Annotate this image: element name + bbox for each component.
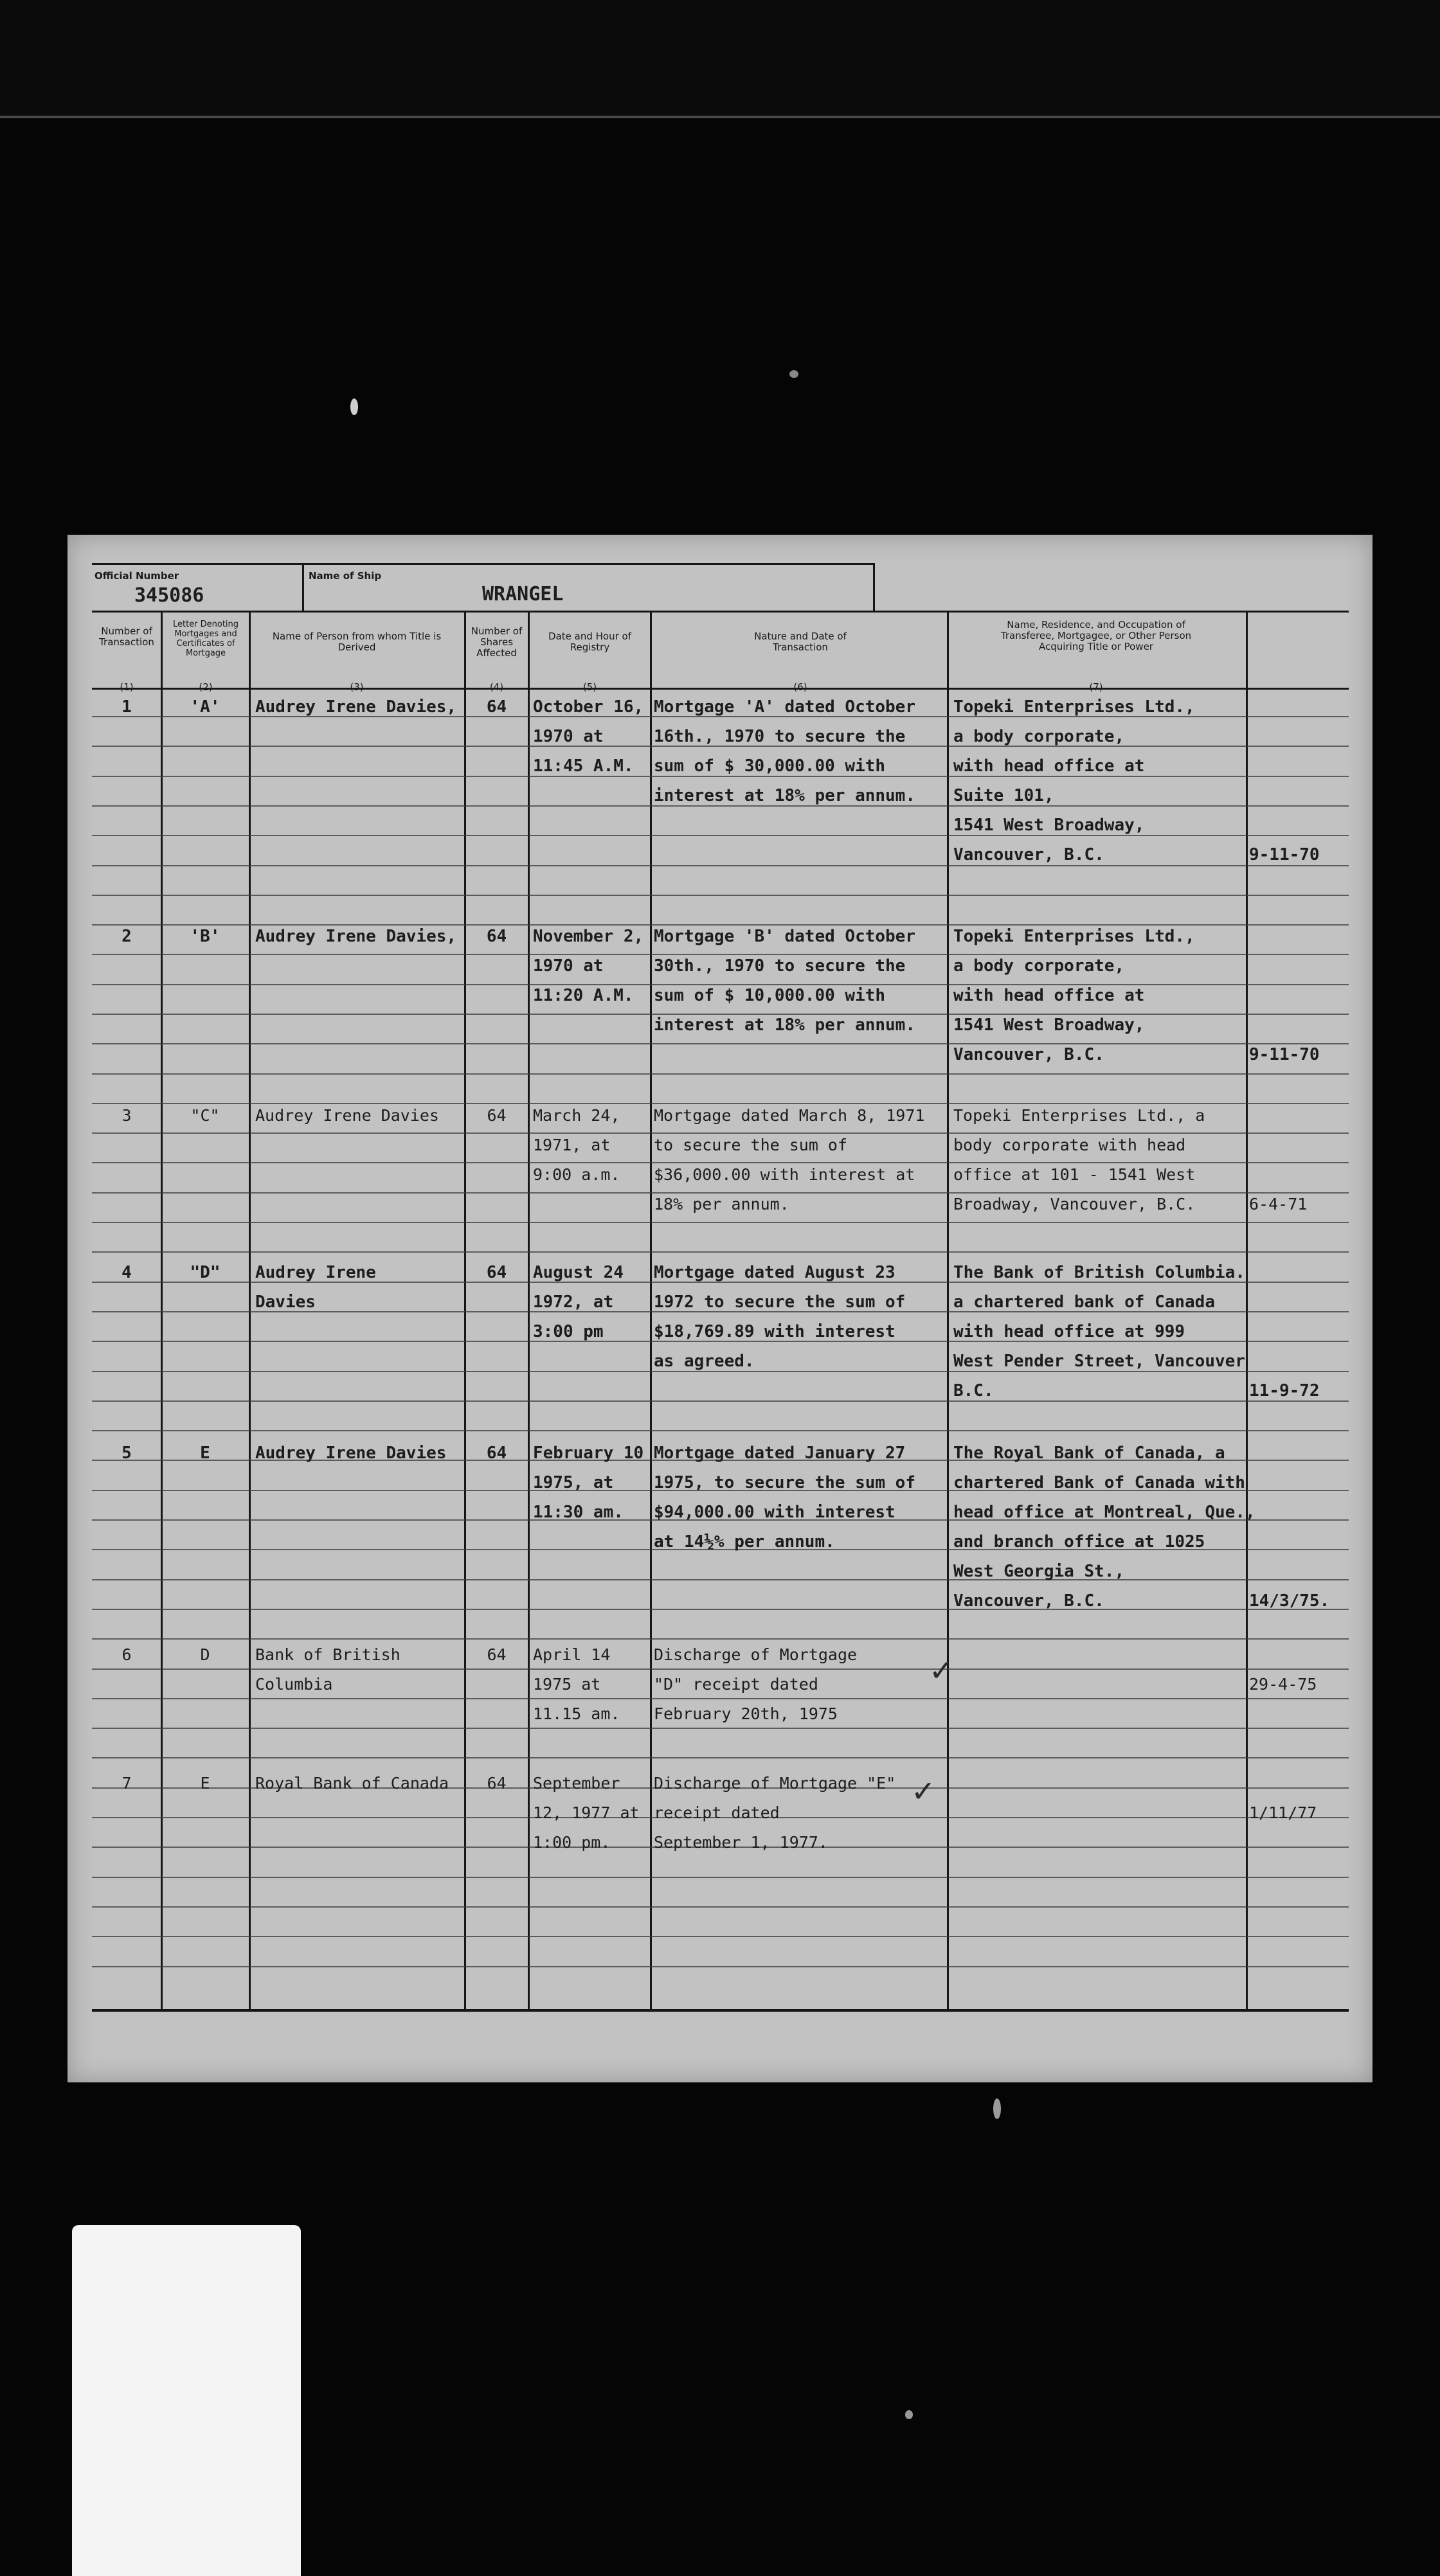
- registration-note: 9-11-70: [1249, 845, 1320, 864]
- acquiring-party: Vancouver, B.C.: [953, 1591, 1104, 1611]
- registry-date: April 14: [533, 1645, 611, 1664]
- acquiring-party: Vancouver, B.C.: [953, 1045, 1104, 1064]
- registry-date: October 16,: [533, 697, 644, 717]
- film-speck: [350, 398, 358, 415]
- mortgage-letter: "D": [190, 1263, 221, 1282]
- acquiring-party: Topeki Enterprises Ltd.,: [953, 927, 1195, 946]
- ruling-line: [92, 1400, 1349, 1402]
- registry-date: 3:00 pm: [533, 1322, 604, 1341]
- column-number: (1): [120, 681, 134, 693]
- transaction-nature: Mortgage dated January 27: [654, 1444, 906, 1463]
- acquiring-party: and branch office at 1025: [953, 1532, 1205, 1552]
- acquiring-party: West Pender Street, Vancouver: [953, 1352, 1245, 1371]
- title-derived-from: Bank of British: [255, 1645, 401, 1664]
- ruling-line: [92, 865, 1349, 866]
- registry-date: September: [533, 1774, 620, 1793]
- film-speck: [789, 370, 798, 378]
- acquiring-party: with head office at: [953, 756, 1145, 776]
- registration-note: 11-9-72: [1249, 1381, 1320, 1400]
- ruling-line: [92, 1638, 1349, 1640]
- registry-date: 1972, at: [533, 1292, 614, 1312]
- acquiring-party: head office at Montreal, Que.,: [953, 1503, 1256, 1522]
- title-derived-from: Audrey Irene Davies: [255, 1444, 447, 1463]
- acquiring-party: with head office at: [953, 986, 1145, 1005]
- mortgage-letter: E: [200, 1444, 210, 1463]
- register-page: [68, 535, 1372, 2082]
- acquiring-party: B.C.: [953, 1381, 994, 1400]
- acquiring-party: The Bank of British Columbia.: [953, 1263, 1245, 1282]
- acquiring-party: Suite 101,: [953, 786, 1054, 805]
- transaction-number: 6: [122, 1645, 132, 1664]
- registration-note: 1/11/77: [1249, 1803, 1317, 1822]
- column-number: (4): [489, 681, 504, 693]
- acquiring-party: West Georgia St.,: [953, 1562, 1125, 1581]
- registration-note: 6-4-71: [1249, 1195, 1308, 1213]
- acquiring-party: a body corporate,: [953, 956, 1125, 976]
- ruling-line: [92, 1877, 1349, 1878]
- ruling-line: [92, 1043, 1349, 1044]
- ruling-line: [92, 1073, 1349, 1075]
- check-mark: ✓: [911, 1774, 936, 1809]
- registry-date: 11.15 am.: [533, 1704, 620, 1723]
- transaction-nature: to secure the sum of: [654, 1136, 848, 1154]
- shares-affected: 64: [486, 927, 507, 946]
- registry-date: 1975 at: [533, 1675, 601, 1694]
- column-header: Number of Shares Affected: [471, 625, 523, 659]
- transaction-nature: Mortgage dated August 23: [654, 1263, 896, 1282]
- transaction-nature: at 14½% per annum.: [654, 1532, 835, 1552]
- title-derived-from: Audrey Irene Davies: [255, 1106, 439, 1125]
- title-derived-from: Audrey Irene Davies,: [255, 927, 457, 946]
- ruling-line: [92, 1936, 1349, 1937]
- transaction-number: 4: [122, 1263, 132, 1282]
- transaction-nature: interest at 18% per annum.: [654, 786, 915, 805]
- official-number-label: Official Number: [94, 570, 179, 582]
- registry-date: 1970 at: [533, 727, 604, 746]
- title-derived-from: Audrey Irene: [255, 1263, 376, 1282]
- transaction-nature: $94,000.00 with interest: [654, 1503, 896, 1522]
- acquiring-party: a body corporate,: [953, 727, 1125, 746]
- transaction-nature: interest at 18% per annum.: [654, 1015, 915, 1035]
- acquiring-party: 1541 West Broadway,: [953, 1015, 1145, 1035]
- ruling-line: [92, 1609, 1349, 1610]
- transaction-nature: 1972 to secure the sum of: [654, 1292, 906, 1312]
- title-derived-from: Columbia: [255, 1675, 333, 1694]
- acquiring-party: with head office at 999: [953, 1322, 1185, 1341]
- film-speck: [905, 2410, 913, 2419]
- transaction-nature: Mortgage 'A' dated October: [654, 697, 915, 717]
- official-number: 345086: [134, 584, 204, 607]
- acquiring-party: 1541 West Broadway,: [953, 816, 1145, 835]
- transaction-number: 5: [122, 1444, 132, 1463]
- transaction-nature: "D" receipt dated: [654, 1675, 818, 1694]
- column-header: Nature and Date of Transaction: [754, 631, 847, 653]
- film-top-band: [0, 0, 1440, 118]
- registry-date: 9:00 a.m.: [533, 1165, 620, 1184]
- film-leader-card: [72, 2225, 301, 2576]
- acquiring-party: body corporate with head: [953, 1136, 1186, 1154]
- registry-date: 1:00 pm.: [533, 1833, 611, 1852]
- shares-affected: 64: [486, 1444, 507, 1463]
- registry-date: 12, 1977 at: [533, 1803, 640, 1822]
- mortgage-letter: D: [200, 1645, 210, 1664]
- transaction-nature: sum of $ 30,000.00 with: [654, 756, 886, 776]
- registry-date: November 2,: [533, 927, 644, 946]
- transaction-nature: 1975, to secure the sum of: [654, 1473, 915, 1492]
- mortgage-letter: 'B': [190, 927, 221, 946]
- transaction-number: 7: [122, 1774, 132, 1793]
- acquiring-party: Topeki Enterprises Ltd., a: [953, 1106, 1205, 1125]
- transaction-nature: receipt dated: [654, 1803, 780, 1822]
- shares-affected: 64: [486, 1263, 507, 1282]
- title-derived-from: Audrey Irene Davies,: [255, 697, 457, 717]
- transaction-number: 2: [122, 927, 132, 946]
- column-number: (2): [199, 681, 213, 693]
- shares-affected: 64: [486, 697, 507, 717]
- title-derived-from: Davies: [255, 1292, 316, 1312]
- column-header: Letter Denoting Mortgages and Certificates of Mortgage: [172, 620, 239, 658]
- transaction-nature: 18% per annum.: [654, 1195, 789, 1213]
- column-header: Name, Residence, and Occupation of Transferee, Mortgagee, or Other Person Acquiring Title or Power: [1000, 619, 1192, 652]
- transaction-nature: 30th., 1970 to secure the: [654, 956, 906, 976]
- shares-affected: 64: [487, 1774, 507, 1793]
- ship-name-label: Name of Ship: [309, 570, 382, 582]
- ship-name: WRANGEL: [482, 583, 564, 605]
- registry-date: 11:45 A.M.: [533, 756, 634, 776]
- registry-date: 1970 at: [533, 956, 604, 976]
- registry-date: February 10: [533, 1444, 644, 1463]
- transaction-nature: $36,000.00 with interest at: [654, 1165, 915, 1184]
- transaction-number: 1: [122, 697, 132, 717]
- column-number: (5): [582, 681, 597, 693]
- ruling-line: [92, 1757, 1349, 1758]
- acquiring-party: Topeki Enterprises Ltd.,: [953, 697, 1195, 717]
- transaction-nature: Mortgage 'B' dated October: [654, 927, 915, 946]
- transaction-nature: February 20th, 1975: [654, 1704, 838, 1723]
- shares-affected: 64: [487, 1106, 507, 1125]
- ruling-line: [92, 1222, 1349, 1223]
- check-mark: ✓: [929, 1653, 954, 1688]
- transaction-nature: Discharge of Mortgage: [654, 1645, 858, 1664]
- registry-date: 1971, at: [533, 1136, 611, 1154]
- column-number: (7): [1089, 681, 1103, 693]
- column-number: (3): [350, 681, 364, 693]
- transaction-nature: sum of $ 10,000.00 with: [654, 986, 886, 1005]
- ruling-line: [92, 1579, 1349, 1580]
- acquiring-party: Broadway, Vancouver, B.C.: [953, 1195, 1196, 1213]
- transaction-nature: Discharge of Mortgage "E": [654, 1774, 896, 1793]
- ruling-line: [92, 1430, 1349, 1431]
- transaction-nature: $18,769.89 with interest: [654, 1322, 896, 1341]
- registration-note: 9-11-70: [1249, 1045, 1320, 1064]
- film-speck: [993, 2098, 1001, 2119]
- ruling-line: [92, 1966, 1349, 1967]
- registry-date: 1975, at: [533, 1473, 614, 1492]
- registry-date: August 24: [533, 1263, 624, 1282]
- ruling-line: [92, 835, 1349, 836]
- transaction-nature: September 1, 1977.: [654, 1833, 828, 1852]
- column-header: Date and Hour of Registry: [548, 631, 631, 653]
- shares-affected: 64: [487, 1645, 507, 1664]
- acquiring-party: a chartered bank of Canada: [953, 1292, 1215, 1312]
- acquiring-party: office at 101 - 1541 West: [953, 1165, 1196, 1184]
- transaction-number: 3: [122, 1106, 132, 1125]
- mortgage-letter: E: [200, 1774, 210, 1793]
- acquiring-party: The Royal Bank of Canada, a: [953, 1444, 1225, 1463]
- registration-note: 29-4-75: [1249, 1675, 1317, 1694]
- ruling-line: [92, 1251, 1349, 1253]
- column-header: Name of Person from whom Title is Derived: [272, 631, 442, 653]
- title-derived-from: Royal Bank of Canada: [255, 1774, 449, 1793]
- transaction-nature: as agreed.: [654, 1352, 755, 1371]
- mortgage-letter: "C": [190, 1106, 220, 1125]
- acquiring-party: chartered Bank of Canada with: [953, 1473, 1245, 1492]
- registry-date: March 24,: [533, 1106, 620, 1125]
- ruling-line: [92, 1906, 1349, 1908]
- column-header: Number of Transaction: [99, 625, 154, 648]
- column-number: (6): [793, 681, 807, 693]
- transaction-nature: Mortgage dated March 8, 1971: [654, 1106, 925, 1125]
- ruling-line: [92, 895, 1349, 896]
- transaction-nature: 16th., 1970 to secure the: [654, 727, 906, 746]
- mortgage-letter: 'A': [190, 697, 221, 717]
- acquiring-party: Vancouver, B.C.: [953, 845, 1104, 864]
- registration-note: 14/3/75.: [1249, 1591, 1330, 1611]
- registry-date: 11:30 am.: [533, 1503, 624, 1522]
- registry-date: 11:20 A.M.: [533, 986, 634, 1005]
